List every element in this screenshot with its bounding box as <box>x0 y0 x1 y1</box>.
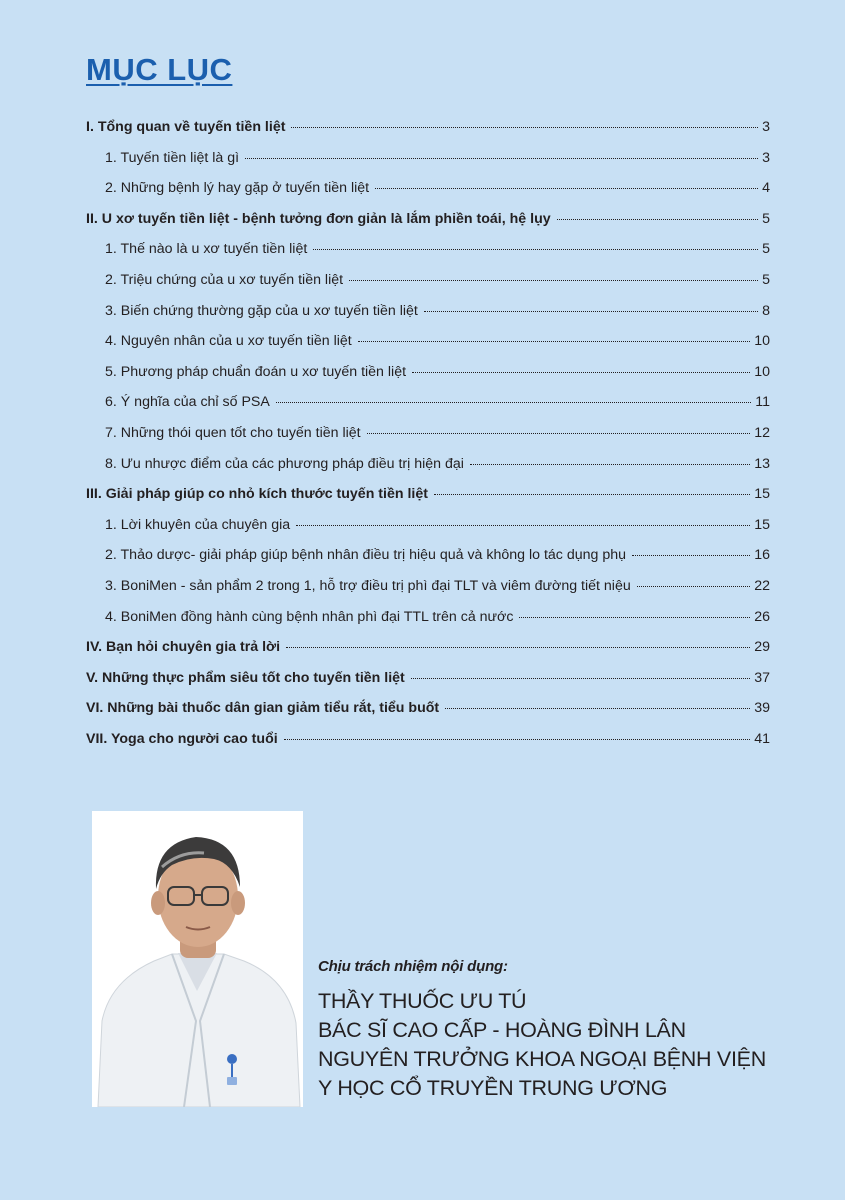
credit-line-3: NGUYÊN TRƯỞNG KHOA NGOẠI BỆNH VIỆN <box>318 1047 766 1071</box>
toc-leader-dots <box>557 219 758 220</box>
toc-entry-page-number: 3 <box>762 149 770 166</box>
toc-entry-label: 3. Biến chứng thường gặp của u xơ tuyến tiền liệt <box>105 302 418 319</box>
toc-leader-dots <box>424 311 758 312</box>
toc-leader-dots <box>519 617 750 618</box>
toc-entry-label: I. Tổng quan về tuyến tiền liệt <box>86 119 286 135</box>
toc-entry-page-number: 22 <box>754 577 770 594</box>
toc-entry <box>86 479 770 510</box>
toc-leader-dots <box>411 678 750 679</box>
toc-entry <box>86 204 770 235</box>
toc-entry-page-number: 29 <box>754 639 770 656</box>
toc-leader-dots <box>284 739 751 740</box>
toc-entry-page-number: 37 <box>754 669 770 686</box>
toc-leader-dots <box>358 341 751 342</box>
toc-entry <box>86 326 770 357</box>
toc-entry <box>86 296 770 327</box>
toc-entry <box>86 693 770 724</box>
toc-leader-dots <box>412 372 750 373</box>
toc-entry-label: IV. Bạn hỏi chuyên gia trả lời <box>86 639 281 656</box>
toc-entry-page-number: 12 <box>754 424 770 441</box>
toc-entry <box>86 602 770 633</box>
toc-entry-page-number: 5 <box>762 210 770 227</box>
toc-entry-label: 1. Tuyến tiền liệt là gì <box>105 149 240 166</box>
toc-entry <box>86 387 770 418</box>
toc-entry-label: 4. BoniMen đồng hành cùng bệnh nhân phì đại TTL trên cả nước <box>105 608 514 625</box>
toc-entry-label: 1. Lời khuyên của chuyên gia <box>105 516 291 533</box>
toc-leader-dots <box>286 647 750 648</box>
toc-leader-dots <box>637 586 750 587</box>
toc-entry-label: 2. Triệu chứng của u xơ tuyến tiền liệt <box>105 271 344 288</box>
toc-entry-label: 7. Những thói quen tốt cho tuyến tiền liệt <box>105 424 361 441</box>
toc-leader-dots <box>434 494 750 495</box>
page-title: MỤC LỤC <box>86 52 233 87</box>
toc-entry <box>86 663 770 694</box>
toc-entry <box>86 449 770 480</box>
toc-entry-page-number: 15 <box>754 516 770 533</box>
toc-entry <box>86 173 770 204</box>
toc-entry-label: VI. Những bài thuốc dân gian giảm tiểu rắt, tiểu buốt <box>86 700 440 717</box>
credit-line-4: Y HỌC CỔ TRUYỀN TRUNG ƯƠNG <box>318 1076 668 1100</box>
table-of-contents <box>86 112 770 754</box>
toc-entry <box>86 357 770 388</box>
toc-entry-page-number: 8 <box>762 302 770 319</box>
toc-entry-label: V. Những thực phẩm siêu tốt cho tuyến tiền liệt <box>86 669 405 686</box>
toc-entry-page-number: 10 <box>754 333 770 350</box>
toc-leader-dots <box>445 708 750 709</box>
toc-entry-page-number: 13 <box>754 455 770 472</box>
toc-entry-label: II. U xơ tuyến tiền liệt - bệnh tưởng đơn giản là lắm phiền toái, hệ lụy <box>86 210 551 227</box>
toc-entry <box>86 571 770 602</box>
toc-entry-page-number: 26 <box>754 608 770 625</box>
toc-entry <box>86 632 770 663</box>
toc-entry-label: VII. Yoga cho người cao tuổi <box>86 730 278 747</box>
toc-entry <box>86 265 770 296</box>
toc-entry-label: 2. Thảo dược- giải pháp giúp bệnh nhân điều trị hiệu quả và không lo tác dụng phụ <box>105 547 627 564</box>
toc-entry-page-number: 5 <box>762 271 770 288</box>
toc-entry-page-number: 4 <box>762 180 770 197</box>
toc-entry-label: 8. Ưu nhược điểm của các phương pháp điều trị hiện đại <box>105 455 464 472</box>
toc-entry <box>86 418 770 449</box>
doctor-portrait-photo <box>92 811 303 1107</box>
toc-entry-page-number: 5 <box>762 241 770 258</box>
toc-leader-dots <box>291 127 758 128</box>
toc-entry-label: 5. Phương pháp chuẩn đoán u xơ tuyến tiền liệt <box>105 363 407 380</box>
toc-entry-label: 4. Nguyên nhân của u xơ tuyến tiền liệt <box>105 333 352 350</box>
toc-leader-dots <box>375 188 758 189</box>
toc-entry <box>86 724 770 755</box>
toc-entry-page-number: 10 <box>754 363 770 380</box>
toc-entry-label: III. Giải pháp giúp co nhỏ kích thước tuyến tiền liệt <box>86 486 428 503</box>
toc-leader-dots <box>296 525 750 526</box>
toc-entry <box>86 510 770 541</box>
toc-entry-label: 3. BoniMen - sản phẩm 2 trong 1, hỗ trợ điều trị phì đại TLT và viêm đường tiết niệu <box>105 577 631 594</box>
toc-entry-page-number: 39 <box>754 700 770 717</box>
toc-leader-dots <box>245 158 758 159</box>
toc-entry-page-number: 11 <box>755 394 770 411</box>
credit-line-1: THẦY THUỐC ƯU TÚ <box>318 989 527 1013</box>
toc-entry <box>86 540 770 571</box>
toc-entry-page-number: 3 <box>762 119 770 135</box>
credit-line-2: BÁC SĨ CAO CẤP - HOÀNG ĐÌNH LÂN <box>318 1018 686 1042</box>
toc-entry-label: 1. Thế nào là u xơ tuyến tiền liệt <box>105 241 308 258</box>
toc-entry <box>86 234 770 265</box>
toc-entry-label: 6. Ý nghĩa của chỉ số PSA <box>105 394 270 411</box>
toc-leader-dots <box>276 402 751 403</box>
credit-label: Chịu trách nhiệm nội dụng: <box>318 958 508 975</box>
toc-leader-dots <box>349 280 758 281</box>
toc-entry-page-number: 16 <box>754 547 770 564</box>
toc-entry-page-number: 41 <box>754 730 770 747</box>
toc-entry <box>86 143 770 174</box>
toc-entry-page-number: 15 <box>754 486 770 503</box>
toc-leader-dots <box>367 433 751 434</box>
toc-leader-dots <box>470 464 750 465</box>
toc-entry <box>86 112 770 143</box>
toc-leader-dots <box>632 555 750 556</box>
toc-leader-dots <box>313 249 758 250</box>
credit-block <box>318 958 766 1103</box>
toc-entry-label: 2. Những bệnh lý hay gặp ở tuyến tiền liệt <box>105 180 370 197</box>
